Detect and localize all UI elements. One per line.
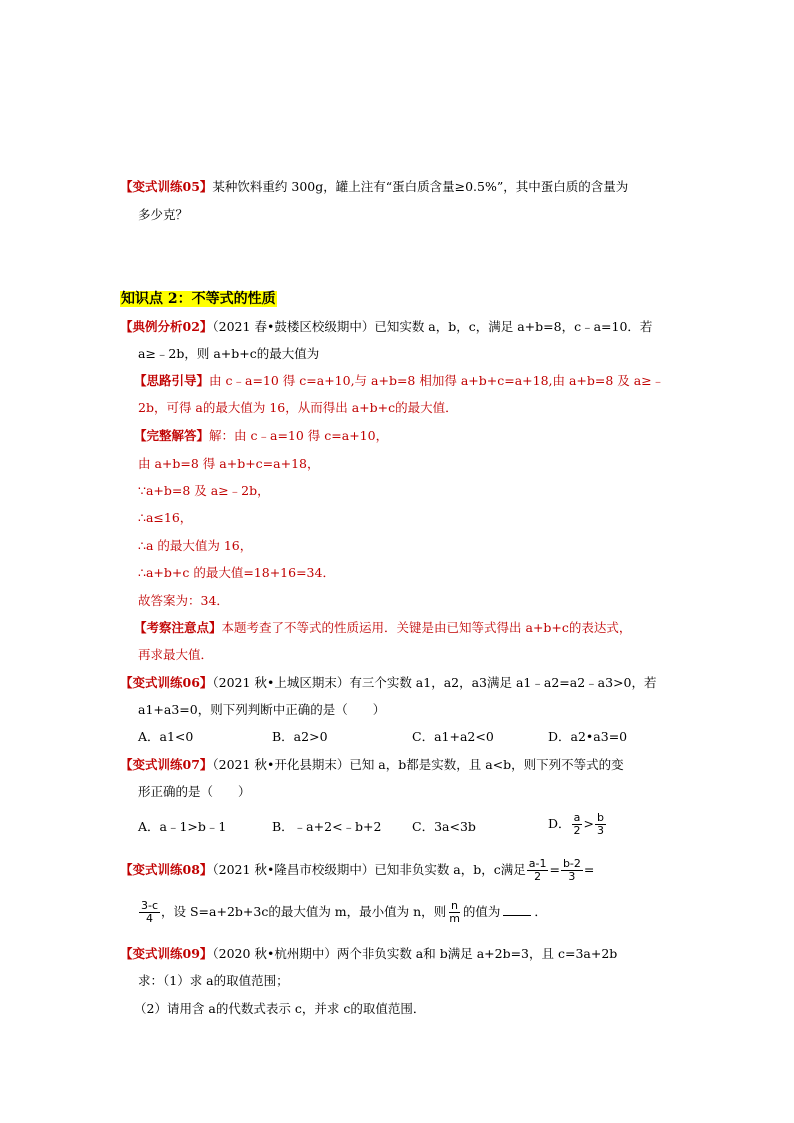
ex02-solution-line4: ∴a≤16， bbox=[138, 510, 193, 525]
v07-tag: 【变式训练07】 bbox=[120, 757, 213, 772]
v07-option-d-label: D． bbox=[548, 816, 571, 831]
ex02-solution-line1 bbox=[134, 427, 388, 445]
v07-option-c: C．3a<3b bbox=[412, 819, 476, 834]
v08-tag: 【变式训练08】 bbox=[120, 862, 213, 877]
v08-eq2: = bbox=[583, 862, 595, 877]
v08-line2 bbox=[138, 898, 547, 926]
v07-option-b: B．﹣a+2<﹣b+2 bbox=[272, 819, 382, 834]
v07-option-d bbox=[548, 810, 607, 838]
v08-line1 bbox=[120, 856, 594, 884]
ex02-note-text1: 本题考查了不等式的性质运用．关键是由已知等式得出 a+b+c的表达式， bbox=[221, 620, 632, 635]
v08-frac1: $\frac{a-1}{2}$ bbox=[528, 857, 547, 883]
v08-text2c: ． bbox=[534, 904, 547, 919]
v09-line3: （2）请用含 a的代数式表示 c，并求 c的取值范围． bbox=[134, 1001, 426, 1016]
v05-text1: 某种饮料重约 300g，罐上注有“蛋白质含量≥0.5%”，其中蛋白质的含量为 bbox=[212, 179, 629, 194]
v06-option-d: D．a2•a3=0 bbox=[548, 729, 628, 744]
kp2-title: 知识点 2：不等式的性质 bbox=[121, 291, 276, 307]
v07-optd-rel: > bbox=[583, 816, 595, 831]
ex02-note-line1 bbox=[134, 619, 631, 637]
v08-frac2: $\frac{b-2}{3}$ bbox=[562, 857, 581, 883]
v06-line1 bbox=[120, 674, 657, 692]
v08-frac4: $\frac{n}{m}$ bbox=[449, 899, 460, 925]
ex02-solution-line6: ∴a+b+c 的最大值=18+16=34． bbox=[138, 565, 335, 580]
ex02-hint-text1: 由 c﹣a=10 得 c=a+10,与 a+b=8 相加得 a+b+c=a+18,由 a+b=8 及 a≥﹣ bbox=[209, 373, 665, 388]
v08-text2a: ，设 S=a+2b+3c的最大值为 m，最小值为 n，则 bbox=[161, 904, 447, 919]
v05-line1 bbox=[120, 178, 628, 196]
ex02-note-line2: 再求最大值． bbox=[138, 647, 214, 662]
v07-optd-frac1: $\frac{a}{2}$ bbox=[573, 811, 581, 837]
ex02-line2: a≥﹣2b，则 a+b+c的最大值为 bbox=[138, 346, 320, 361]
v08-text1: （2021 秋•隆昌市校级期中）已知非负实数 a，b，c满足 bbox=[212, 862, 526, 877]
ex02-answer: 故答案为：34． bbox=[138, 593, 229, 608]
v06-option-c: C．a1+a2<0 bbox=[412, 729, 494, 744]
v07-line1 bbox=[120, 756, 624, 774]
v06-option-a: A．a1<0 bbox=[138, 729, 194, 744]
ex02-hint-line2: 2b，可得 a的最大值为 16，从而得出 a+b+c的最大值． bbox=[138, 400, 458, 415]
v09-tag: 【变式训练09】 bbox=[120, 946, 213, 961]
ex02-solution-tag: 【完整解答】 bbox=[134, 428, 210, 443]
v05-tag: 【变式训练05】 bbox=[120, 179, 213, 194]
ex02-solution-line5: ∴a 的最大值为 16， bbox=[138, 538, 253, 553]
v06-text1: （2021 秋•上城区期末）有三个实数 a1，a2，a3满足 a1﹣a2=a2﹣a3>0，若 bbox=[212, 675, 657, 690]
v05-line2: 多少克？ bbox=[138, 207, 189, 222]
v06-option-b: B．a2>0 bbox=[272, 729, 328, 744]
ex02-solution-text1: 解：由 c﹣a=10 得 c=a+10， bbox=[209, 428, 389, 443]
v07-option-a: A．a﹣1>b﹣1 bbox=[138, 819, 227, 834]
ex02-hint-tag: 【思路引导】 bbox=[134, 373, 210, 388]
ex02-solution-line3: ∵a+b=8 及 a≥﹣2b， bbox=[138, 483, 270, 498]
v07-text1: （2021 秋•开化县期末）已知 a，b都是实数，且 a<b，则下列不等式的变 bbox=[212, 757, 624, 772]
v08-eq1: = bbox=[549, 862, 560, 877]
v07-line2: 形正确的是（ ） bbox=[138, 784, 251, 799]
v06-line2: a1+a3=0，则下列判断中正确的是（ ） bbox=[138, 702, 386, 717]
v07-optd-frac2: $\frac{b}{3}$ bbox=[597, 811, 605, 837]
ex02-tag: 【典例分析02】 bbox=[120, 319, 213, 334]
v08-frac3: $\frac{3-c}{4}$ bbox=[141, 899, 159, 925]
answer-blank[interactable] bbox=[503, 903, 531, 916]
ex02-line1 bbox=[120, 318, 652, 336]
v08-text2b: 的值为 bbox=[462, 904, 501, 919]
kp2-heading bbox=[120, 290, 277, 308]
ex02-text1: （2021 春•鼓楼区校级期中）已知实数 a，b，c，满足 a+b=8，c﹣a=10．若 bbox=[212, 319, 653, 334]
v09-line2: 求：（1）求 a的取值范围； bbox=[138, 973, 289, 988]
v09-line1 bbox=[120, 945, 617, 963]
ex02-hint-line1 bbox=[134, 372, 664, 390]
v06-tag: 【变式训练06】 bbox=[120, 675, 213, 690]
v09-text1: （2020 秋•杭州期中）两个非负实数 a和 b满足 a+2b=3，且 c=3a+2b bbox=[212, 946, 618, 961]
ex02-note-tag: 【考察注意点】 bbox=[134, 620, 222, 635]
ex02-solution-line2: 由 a+b=8 得 a+b+c=a+18， bbox=[138, 456, 320, 471]
